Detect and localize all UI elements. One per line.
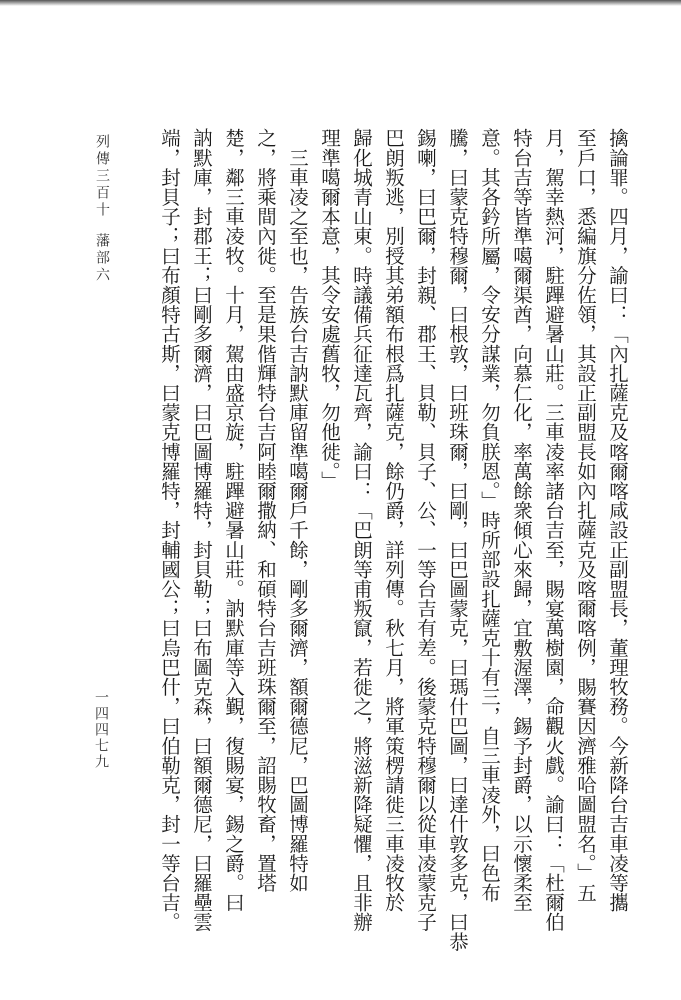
text-column-10: 理準噶爾本意，其令安處舊牧，勿他徙。」 bbox=[318, 128, 341, 491]
page-number: 一四四七九 bbox=[93, 690, 109, 770]
text-column-2: 至戶口，悉編旗分佐領，其設正副盟長如內扎薩克及喀爾喀例，賜賽因濟雅哈圖盟名。」五 bbox=[574, 128, 597, 903]
text-column-7: 錫喇，曰巴爾，封親、郡王、貝勒、貝子、公、一等台吉有差。後蒙克特穆爾以從車凌蒙克子 bbox=[414, 128, 437, 932]
text-column-4: 特台吉等皆準噶爾渠酋，向慕仁化，率萬餘衆傾心來歸，宜敷渥澤，錫予封爵，以示懷柔至 bbox=[510, 128, 533, 912]
text-column-13: 楚，鄰三車凌牧。十月，駕由盛京旋，駐蹕避暑山莊。訥默庫等入覲，復賜宴，錫之爵。曰 bbox=[222, 128, 245, 912]
text-column-3: 月，駕幸熱河，駐蹕避暑山莊。三車凌率諸台吉至，賜宴萬樹園，命觀火戲。諭曰：「杜爾伯 bbox=[542, 128, 565, 932]
text-column-8: 巴朗叛逃，別授其弟額布根爲扎薩克，餘仍爵，詳列傳。秋七月，將軍策楞請徙三車凌牧於 bbox=[382, 128, 405, 912]
text-column-12: 之，將乘間內徙。至是果偕輝特台吉阿睦爾撒納、和碩特台吉班珠爾至，詔賜牧畜，置塔 bbox=[254, 128, 277, 893]
header-section: 藩部六 bbox=[94, 233, 110, 284]
scan-edge-shadow bbox=[0, 0, 681, 6]
text-column-14: 訥默庫，封郡王；曰剛多爾濟，曰巴圖博羅特，封貝勒；曰布圖克森，曰額爾德尼，曰羅壘雲 bbox=[190, 128, 213, 932]
text-column-11: 三車凌之至也，告族台吉訥默庫留準噶爾戶千餘，剛多爾濟，額爾德尼，巴圖博羅特如 bbox=[286, 128, 309, 893]
text-column-6: 騰，曰蒙克特穆爾，曰根敦，曰班珠爾，曰剛，曰巴圖蒙克，曰瑪什巴圖，曰達什敦多克，曰恭 bbox=[446, 128, 469, 952]
text-column-15: 端，封貝子；曰布顏特古斯，曰蒙克博羅特，封輔國公；曰烏巴什，曰伯勒克，封一等台吉。 bbox=[158, 128, 181, 932]
text-column-1: 擒論罪。四月，諭曰：「內扎薩克及喀爾喀咸設正副盟長，董理牧務。今新降台吉車凌等攜 bbox=[606, 128, 629, 912]
running-header bbox=[92, 134, 112, 284]
text-column-5: 意。其各鈐所屬，令安分謀業，勿負朕恩。」時所部設扎薩克十有三，自三車凌外，曰色布 bbox=[478, 128, 501, 903]
header-volume: 列傳三百十 bbox=[94, 134, 110, 219]
text-column-9: 歸化城青山東。時議備兵征達瓦齊，諭曰：「巴朗等甫叛竄，若徙之，將滋新降疑懼，且非辦 bbox=[350, 128, 373, 932]
